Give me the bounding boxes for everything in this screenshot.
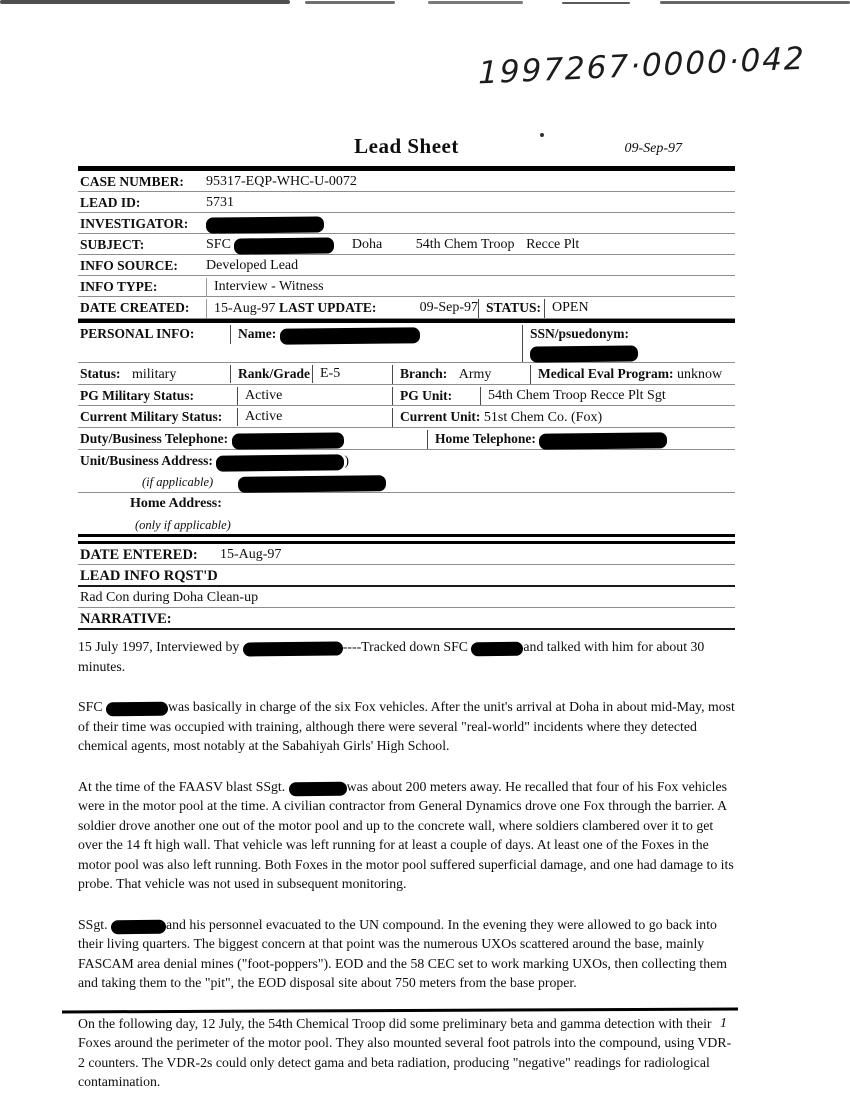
date-created-cells xyxy=(206,299,735,318)
status-rank-row xyxy=(78,363,735,385)
status-value: OPEN xyxy=(544,299,735,318)
lead-id-value: 5731 xyxy=(206,195,234,210)
page-title: Lead Sheet xyxy=(354,134,459,158)
only-if-applicable-note: (only if applicable) xyxy=(135,518,231,532)
redaction xyxy=(530,345,638,362)
rank-grade-value: E-5 xyxy=(312,365,392,383)
scan-artifact xyxy=(562,2,630,4)
info-type-label: INFO TYPE: xyxy=(80,279,158,294)
subject-prefix: SFC xyxy=(206,237,231,252)
scan-artifact xyxy=(0,0,290,4)
current-unit-value: 51st Chem Co. (Fox) xyxy=(483,410,603,425)
unit-address-label: Unit/Business Address: xyxy=(80,453,213,468)
redaction xyxy=(232,432,344,449)
redaction xyxy=(234,237,334,254)
case-number-value: 95317-EQP-WHC-U-0072 xyxy=(206,174,357,189)
redaction xyxy=(111,919,166,934)
subject-unit: 54th Chem Troop xyxy=(415,237,515,252)
date-created-value: 15-Aug-97 xyxy=(214,301,276,316)
pg-unit-value: 54th Chem Troop Recce Plt Sgt xyxy=(480,387,735,405)
narrative-paragraph: At the time of the FAASV blast SSgt. was about 200 meters away. He recalled that four of his Fox vehicles were in the motor pool at the time. A civilian contractor from General Dynamics drove one Fox through the barrier. A soldier drove another one out of the motor pool and up to the concrete wall, where soldiers clambered over it to get over the 14 ft high wall. That vehicle was left running for at least a couple of days. At least one of the Foxes in the motor pool was also left running. Both Foxes in the motor pool suffered superficial damage, and one had damage to its probe. That vehicle was not used in subsequent monitoring. xyxy=(78,778,734,891)
header-date: 09-Sep-97 xyxy=(624,141,682,156)
duty-phone-cell xyxy=(80,430,427,449)
home-phone-label: Home Telephone: xyxy=(435,431,536,446)
pg-status-row xyxy=(78,385,735,406)
lead-info-value: Rad Con during Doha Clean-up xyxy=(80,590,259,605)
narrative-paragraph: 15 July 1997, Interviewed by ----Tracked down SFC and talked with him for about 30 minutes. xyxy=(78,639,705,674)
if-applicable-cell xyxy=(80,473,735,492)
dates-cell xyxy=(206,299,478,318)
narrative-label: NARRATIVE: xyxy=(80,611,172,627)
date-created-row xyxy=(78,297,735,319)
branch-cell xyxy=(392,365,530,384)
medical-cell xyxy=(530,365,735,384)
military-status-cell xyxy=(80,365,230,384)
status-field-label: Status: xyxy=(80,366,121,381)
narrative-paragraph: On the following day, 12 July, the 54th Chemical Troop did some preliminary beta and gamma detection with their Foxes around the perimeter of the motor pool. They also mounted several foot patrols into the compound, using VDR-2 counters. The VDR-2s could only detect gama and beta radiation, producing "negative" readings for radiological contamination. xyxy=(78,1015,732,1089)
medical-eval-value: unknow xyxy=(676,367,723,382)
home-address-row xyxy=(78,493,735,514)
lead-info-rqstd-row xyxy=(78,565,735,587)
scan-artifact xyxy=(305,1,395,4)
subject-row xyxy=(78,234,735,255)
telephone-row xyxy=(78,428,735,450)
status-label: STATUS: xyxy=(478,299,544,318)
info-source-row xyxy=(78,255,735,276)
branch-value: Army xyxy=(458,367,492,382)
unit-address-row xyxy=(78,450,735,471)
redaction xyxy=(289,781,347,796)
info-source-value: Developed Lead xyxy=(206,258,299,273)
current-status-row xyxy=(78,406,735,428)
scan-artifact xyxy=(660,1,850,4)
case-number-row xyxy=(78,171,735,192)
current-military-status-value: Active xyxy=(237,408,392,426)
narrative-paragraphs xyxy=(78,637,735,1092)
home-phone-cell xyxy=(427,430,735,449)
current-unit-label: Current Unit: xyxy=(400,409,481,424)
info-source-label: INFO SOURCE: xyxy=(80,258,178,273)
date-created-value-wrap xyxy=(214,299,376,318)
lead-sheet-form xyxy=(78,166,735,1100)
if-applicable-note: (if applicable) xyxy=(142,475,214,489)
date-entered-label: DATE ENTERED: xyxy=(80,547,198,563)
lead-info-rqstd-label: LEAD INFO RQST'D xyxy=(80,568,218,584)
duty-phone-label: Duty/Business Telephone: xyxy=(80,431,229,446)
narrative-paragraph: SSgt. and his personnel evacuated to the UN compound. In the evening they were allowed to go back into their living quarters. The biggest concern at that point was the numerous UXOs scattered around the base, mainly FASCAM area denial mines ("foot-poppers"). EOD and the 58 CEC set to work marking UXOs, then collecting them and taking them to the "pit", the EOD disposal site about 750 meters from the base proper. xyxy=(78,916,727,990)
ssn-label: SSN/psuedonym: xyxy=(530,326,630,341)
scan-artifact xyxy=(428,1,523,4)
home-address-label: Home Address: xyxy=(130,496,222,511)
investigator-value xyxy=(206,215,735,233)
date-created-label: DATE CREATED: xyxy=(80,300,190,315)
status-field-value: military xyxy=(132,367,177,382)
name-cell xyxy=(230,325,522,344)
if-applicable-row xyxy=(78,471,735,493)
branch-label: Branch: xyxy=(400,366,448,381)
investigator-row xyxy=(78,213,735,234)
subject-value xyxy=(206,236,735,254)
date-entered-row xyxy=(78,544,735,565)
subject-location: Doha xyxy=(351,237,383,252)
narrative-header-row xyxy=(78,608,735,630)
redaction xyxy=(106,702,168,717)
only-if-applicable-row xyxy=(78,514,735,534)
redaction xyxy=(280,327,420,344)
page-number: 1 xyxy=(720,1016,727,1031)
redaction xyxy=(216,454,344,471)
pg-military-status-value: Active xyxy=(237,387,392,405)
narrative-paragraph: SFC was basically in charge of the six Fox vehicles. After the unit's arrival at Doha in about mid-May, most of their time was occupied with training, although there were several "real-world" incidents where they detected chemical agents, most notably at the Sabahiyah Girls' High School. xyxy=(78,699,735,753)
current-unit-cell xyxy=(392,408,735,427)
last-update-label: LAST UPDATE: xyxy=(278,300,377,315)
redaction xyxy=(539,432,667,449)
personal-info-label: PERSONAL INFO: xyxy=(80,326,195,341)
info-type-value: Interview - Witness xyxy=(206,278,735,296)
date-entered-value: 15-Aug-97 xyxy=(220,547,282,562)
subject-platoon: Recce Plt xyxy=(526,237,580,252)
pg-military-status-label: PG Military Status: xyxy=(80,388,194,403)
name-label: Name: xyxy=(238,326,277,341)
medical-eval-label: Medical Eval Program: xyxy=(538,366,674,381)
case-number-label: CASE NUMBER: xyxy=(80,174,184,189)
lead-info-value-row xyxy=(78,587,735,608)
rank-grade-label: Rank/Grade xyxy=(230,365,312,383)
unit-address-suffix: ) xyxy=(344,454,350,469)
subject-label: SUBJECT: xyxy=(80,237,145,252)
investigator-label: INVESTIGATOR: xyxy=(80,216,189,231)
redaction xyxy=(206,216,324,233)
lead-id-row xyxy=(78,192,735,213)
personal-info-row xyxy=(78,319,735,363)
info-type-row xyxy=(78,276,735,297)
unit-address-cell xyxy=(80,452,735,471)
last-update-value: 09-Sep-97 xyxy=(419,300,478,315)
redaction xyxy=(471,642,523,657)
redaction xyxy=(238,475,386,493)
ssn-cell xyxy=(522,325,735,362)
document-header xyxy=(78,132,735,166)
section-divider xyxy=(78,534,735,544)
lead-id-label: LEAD ID: xyxy=(80,195,141,210)
current-military-status-label: Current Military Status: xyxy=(80,409,223,424)
pg-unit-label: PG Unit: xyxy=(392,387,480,405)
handwritten-document-number: 1997267·0000·042 xyxy=(478,40,806,92)
redaction xyxy=(243,641,343,656)
